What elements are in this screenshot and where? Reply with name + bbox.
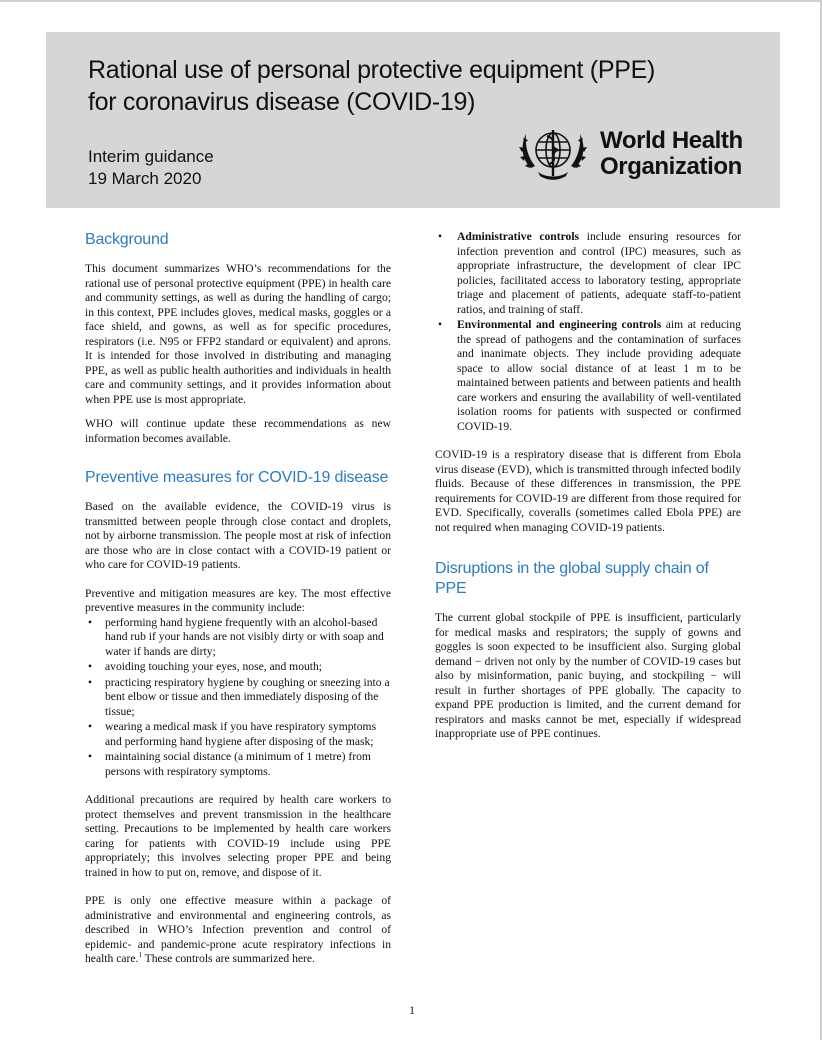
- page-border-top: [0, 0, 822, 2]
- bullet-icon: •: [438, 318, 443, 331]
- preventive-paragraph-3: Additional precautions are required by health care workers to protect themselves and prevent transmission in the healthcare setting. Precautions to be implemented by health care workers caring for patients with COVID-19 include using PPE appropriately; this involves selecting proper PPE and being trained in how to put on, remove, and dispose of it.: [85, 793, 391, 879]
- list-item: • practicing respiratory hygiene by coughing or sneezing into a bent elbow or tissue and then immediately disposing of the tissue;: [88, 675, 390, 718]
- environmental-controls-label: Environmental and engineering controls: [457, 318, 662, 331]
- list-item: [435, 318, 741, 434]
- bullet-icon: •: [88, 675, 93, 689]
- footnote-reference[interactable]: 1: [138, 951, 142, 960]
- preventive-paragraph-2: Preventive and mitigation measures are key. The most effective preventive measures in the community include:: [85, 586, 391, 614]
- who-name-line-1: World Health: [600, 127, 743, 154]
- subtitle-line-1: Interim guidance: [88, 147, 214, 166]
- controls-bullet-list: [435, 230, 741, 434]
- who-logo: [516, 120, 772, 188]
- document-header: [46, 32, 780, 208]
- supply-chain-paragraph: The current global stockpile of PPE is insufficient, particularly for medical masks and respirators; the supply of gowns and goggles is soon expected to be insufficient also. Surging global demand − driven not only by the number of COVID-19 cases but also by misinformation, panic buying, and stockpiling − will result in further shortages of PPE globally. The capacity to expand PPE production is limited, and the current demand for respirators and masks cannot be met, especially if widespread inappropriate use of PPE continues.: [435, 611, 741, 740]
- preventive-paragraph-1: Based on the available evidence, the COVID-19 virus is transmitted between people through close contact and droplets, not by airborne transmission. The people most at risk of infection are those who are in close contact with a COVID-19 patient or who care for COVID-19 patients.: [85, 500, 391, 571]
- bullet-icon: •: [88, 660, 93, 673]
- page-number: 1: [409, 1004, 415, 1017]
- preventive-paragraph-4: PPE is only one effective measure within a package of administrative and environmental and engineering controls, as described in WHO’s Infection prevention and control of epidemic- and pandemic-prone acute respiratory infections in health care.$^1$ These controls are summarized here.: [85, 894, 391, 965]
- document-subtitle: [88, 146, 214, 190]
- title-line-2: for coronavirus disease (COVID-19): [88, 88, 476, 116]
- list-item: • wearing a medical mask if you have respiratory symptoms and performing hand hygiene after disposing of the mask;: [88, 720, 377, 748]
- list-item: • performing hand hygiene frequently with an alcohol-based hand rub if your hands are not visibly dirty or with soap and water if hands are dirty;: [88, 615, 384, 658]
- preventive-bullet-list: [85, 616, 391, 780]
- who-emblem-icon: [516, 120, 590, 184]
- background-paragraph-2: WHO will continue update these recommendations as new information becomes available.: [85, 417, 391, 445]
- preventive-heading: Preventive measures for COVID-19 disease: [85, 469, 389, 486]
- right-column: [435, 230, 741, 752]
- administrative-controls-label: Administrative controls: [457, 230, 580, 243]
- bullet-icon: •: [88, 615, 93, 629]
- background-heading: Background: [85, 231, 169, 248]
- title-line-1: Rational use of personal protective equipment (PPE): [88, 56, 655, 84]
- administrative-controls-text: include ensuring resources for infection prevention and control (IPC) measures, such as appropriate infrastructure, the development of clear IPC policies, facilitated access to laboratory testing, appropriate triage and placement of patients, adequate staff-to-patient ratios, and training of staff.: [457, 230, 741, 316]
- subtitle-line-2: 19 March 2020: [88, 169, 202, 188]
- document-title: [88, 54, 688, 118]
- bullet-icon: •: [88, 720, 93, 733]
- background-paragraph-1: This document summarizes WHO’s recommendations for the rational use of personal protective equipment (PPE) in health care and community settings, as well as during the handling of cargo; in this context, PPE includes gloves, medical masks, goggles or a face shield, and gowns, as well as for specific procedures, respirators (i.e. N95 or FFP2 standard or equivalent) and aprons. It is intended for those involved in distributing and managing PPE, as well as public health authorities and individuals in health care and community settings, and it provides information about when PPE use is most appropriate.: [85, 262, 391, 406]
- who-name: [600, 128, 743, 180]
- list-item: • avoiding touching your eyes, nose, and mouth;: [88, 660, 323, 673]
- who-name-line-2: Organization: [600, 153, 742, 180]
- list-item: • maintaining social distance (a minimum of 1 metre) from persons with respiratory symptoms.: [88, 750, 371, 778]
- environmental-controls-text: aim at reducing the spread of pathogens and the contamination of surfaces and inanimate objects. They include providing adequate space to allow social distance of at least 1 m to be maintained between patients and between patients and health care workers and ensuring the availability of well-ventilated isolation rooms for patients with suspected or confirmed COVID-19.: [457, 318, 741, 433]
- bullet-icon: •: [88, 750, 93, 763]
- list-item: [435, 230, 741, 317]
- supply-chain-heading: Disruptions in the global supply chain of PPE: [435, 560, 709, 597]
- ebola-paragraph: COVID-19 is a respiratory disease that is different from Ebola virus disease (EVD), which is transmitted through infected bodily fluids. Because of these differences in transmission, the PPE requirements for COVID-19 are different from those required for EVD. Specifically, coveralls (sometimes called Ebola PPE) are not required when managing COVID-19 patients.: [435, 448, 741, 534]
- bullet-icon: •: [438, 230, 443, 243]
- left-column: [85, 230, 391, 977]
